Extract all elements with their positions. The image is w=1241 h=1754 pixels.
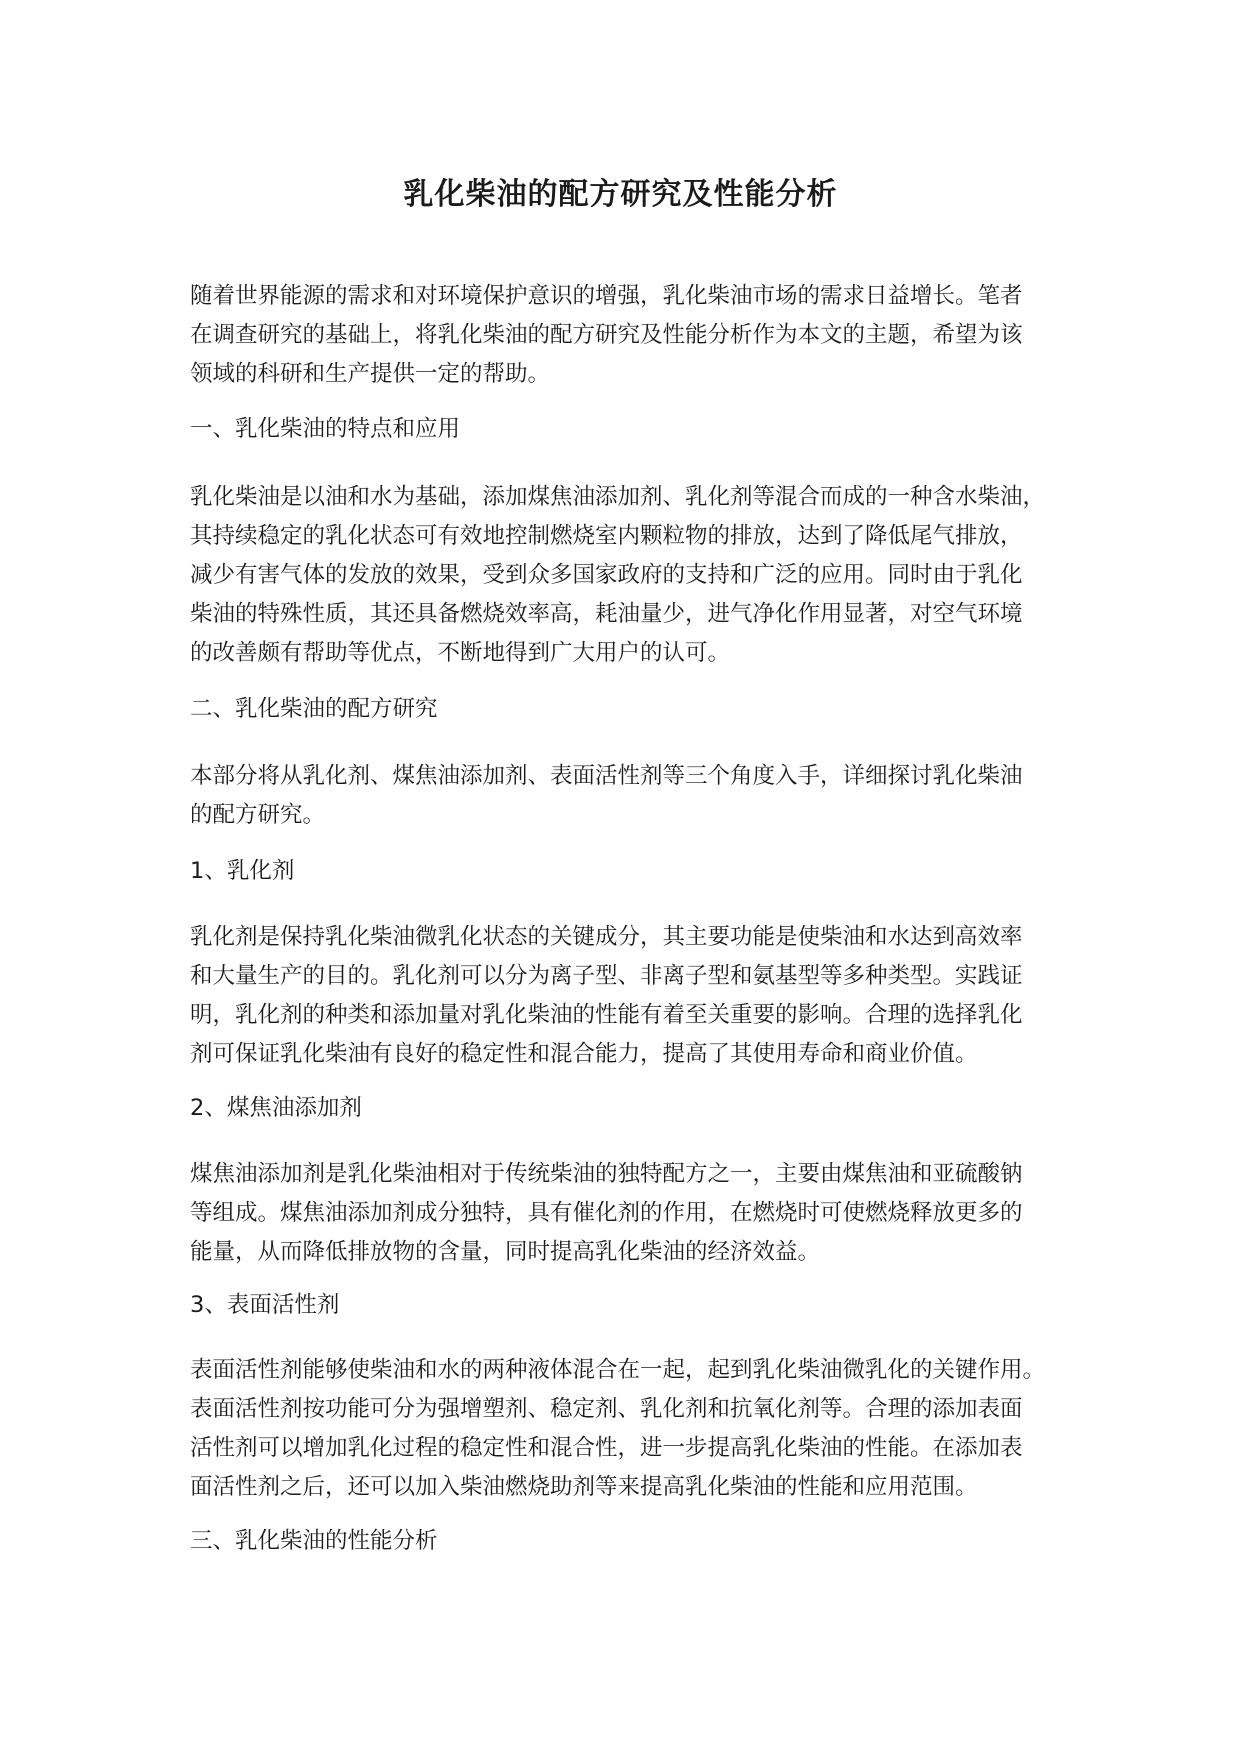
text-line: 在调查研究的基础上，将乳化柴油的配方研究及性能分析作为本文的主题，希望为该 [190, 322, 1023, 348]
text-line: 能量，从而降低排放物的含量，同时提高乳化柴油的经济效益。 [190, 1239, 821, 1265]
text-line: 明，乳化剂的种类和添加量对乳化柴油的性能有着至关重要的影响。合理的选择乳化 [190, 1002, 1023, 1028]
text-line: 本部分将从乳化剂、煤焦油添加剂、表面活性剂等三个角度入手，详细探讨乳化柴油 [190, 763, 1023, 789]
subsection3-paragraph [190, 1351, 1090, 1507]
text-line: 其持续稳定的乳化状态可有效地控制燃烧室内颗粒物的排放，达到了降低尾气排放， [190, 523, 1023, 549]
text-line: 活性剂可以增加乳化过程的稳定性和混合性，进一步提高乳化柴油的性能。在添加表 [190, 1435, 1023, 1461]
text-line: 等组成。煤焦油添加剂成分独特，具有催化剂的作用，在燃烧时可使燃烧释放更多的 [190, 1200, 1023, 1226]
section1-paragraph [190, 478, 1090, 673]
text-line: 领域的科研和生产提供一定的帮助。 [190, 361, 551, 387]
text-line: 减少有害气体的发放的效果，受到众多国家政府的支持和广泛的应用。同时由于乳化 [190, 562, 1023, 588]
subsection1-paragraph [190, 918, 1090, 1074]
section-heading-1: 一、乳化柴油的特点和应用 [190, 416, 461, 442]
text-line: 的配方研究。 [190, 802, 326, 828]
text-line: 随着世界能源的需求和对环境保护意识的增强，乳化柴油市场的需求日益增长。笔者 [190, 283, 1023, 309]
subsection-heading-2: 2、煤焦油添加剂 [190, 1095, 362, 1121]
text-line: 剂可保证乳化柴油有良好的稳定性和混合能力，提高了其使用寿命和商业价值。 [190, 1041, 978, 1067]
section-heading-3: 三、乳化柴油的性能分析 [190, 1528, 438, 1554]
intro-paragraph [190, 277, 1090, 394]
text-line: 表面活性剂能够使柴油和水的两种液体混合在一起，起到乳化柴油微乳化的关键作用。 [190, 1357, 1046, 1383]
text-line: 表面活性剂按功能可分为强增塑剂、稳定剂、乳化剂和抗氧化剂等。合理的添加表面 [190, 1396, 1023, 1422]
section-heading-2: 二、乳化柴油的配方研究 [190, 696, 438, 722]
document-title: 乳化柴油的配方研究及性能分析 [403, 177, 838, 212]
text-line: 柴油的特殊性质，其还具备燃烧效率高，耗油量少，进气净化作用显著，对空气环境 [190, 601, 1023, 627]
text-line: 的改善颇有帮助等优点，不断地得到广大用户的认可。 [190, 640, 731, 666]
text-line: 煤焦油添加剂是乳化柴油相对于传统柴油的独特配方之一，主要由煤焦油和亚硫酸钠 [190, 1161, 1023, 1187]
subsection-heading-3: 3、表面活性剂 [190, 1292, 340, 1318]
text-line: 和大量生产的目的。乳化剂可以分为离子型、非离子型和氨基型等多种类型。实践证 [190, 963, 1023, 989]
subsection2-paragraph [190, 1155, 1090, 1272]
text-line: 面活性剂之后，还可以加入柴油燃烧助剂等来提高乳化柴油的性能和应用范围。 [190, 1474, 978, 1500]
subsection-heading-1: 1、乳化剂 [190, 858, 295, 884]
text-line: 乳化柴油是以油和水为基础，添加煤焦油添加剂、乳化剂等混合而成的一种含水柴油， [190, 484, 1046, 510]
section2-paragraph [190, 757, 1090, 835]
text-line: 乳化剂是保持乳化柴油微乳化状态的关键成分，其主要功能是使柴油和水达到高效率 [190, 924, 1023, 950]
